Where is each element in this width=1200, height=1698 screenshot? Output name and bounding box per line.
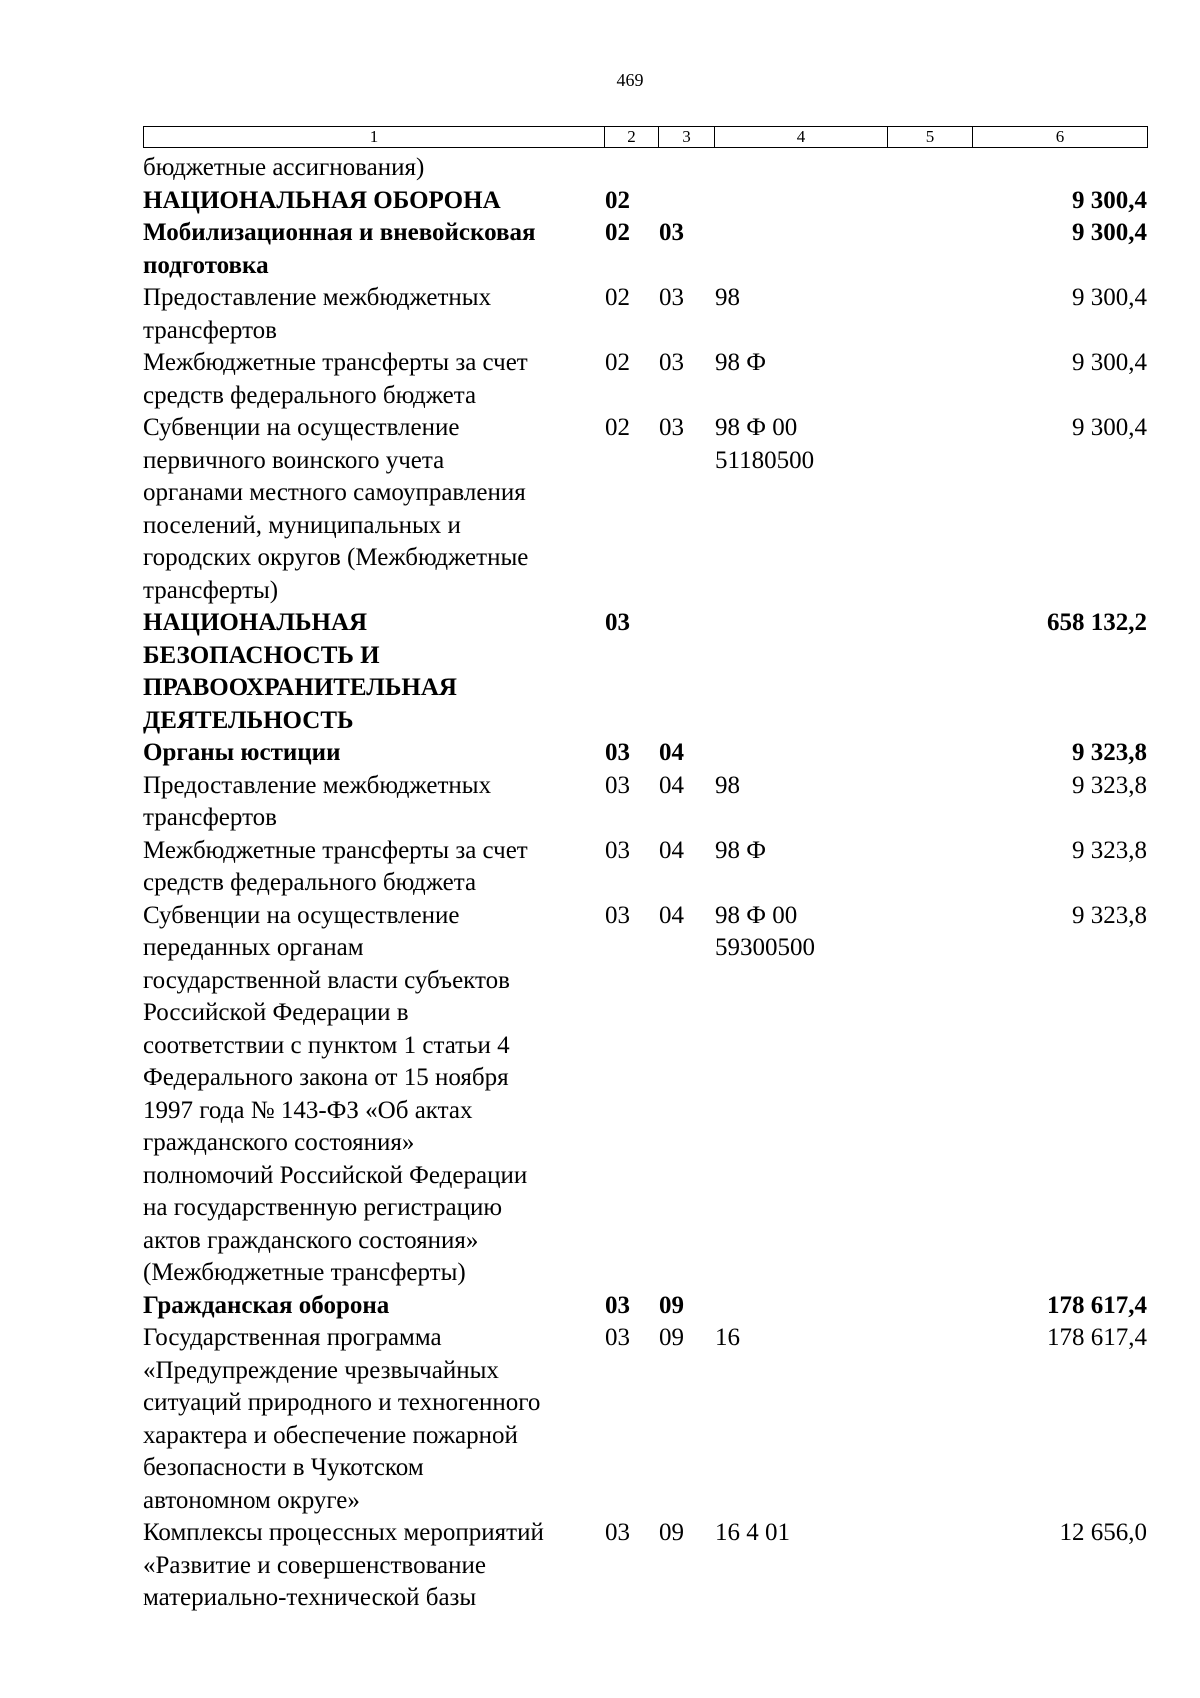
subsection-code [659, 607, 715, 737]
amount: 9 300,4 [1072, 219, 1147, 246]
section-code: 03 [605, 901, 630, 929]
table-row [143, 835, 1147, 900]
budget-table-body [143, 152, 1147, 1615]
subsection-code: 09 [659, 1519, 684, 1546]
section-code: 03 [605, 771, 630, 799]
table-row [143, 1290, 1147, 1323]
table-row [143, 1517, 1147, 1615]
section-code: 03 [605, 609, 630, 636]
item-name: Предоставление межбюджетных трансфертов [143, 284, 492, 344]
target-article-code [715, 217, 888, 282]
page-number: 469 [616, 70, 644, 90]
section-code: 03 [605, 1519, 630, 1546]
target-article-code: 16 [715, 1324, 740, 1351]
header-col-2: 2 [605, 127, 659, 148]
amount: 9 300,4 [1072, 349, 1147, 376]
amount: 658 132,2 [1047, 609, 1147, 636]
target-article-code: 16 4 01 [715, 1519, 790, 1546]
budget-table [143, 152, 1147, 1615]
header-col-4: 4 [715, 127, 888, 148]
amount: 9 323,8 [1072, 739, 1147, 766]
expense-type-code [888, 1322, 973, 1517]
item-name: Комплексы процессных мероприятий «Развитие и совершенствование материально-технической базы [143, 1519, 544, 1611]
table-row [143, 185, 1147, 218]
section-code [605, 152, 659, 185]
section-code: 03 [605, 1324, 630, 1351]
subsection-code: 09 [659, 1324, 684, 1351]
section-code: 03 [605, 836, 630, 864]
expense-type-code [888, 282, 973, 347]
amount: 178 617,4 [1047, 1324, 1147, 1351]
expense-type-code [888, 900, 973, 1290]
header-col-3: 3 [659, 127, 715, 148]
item-name: Органы юстиции [143, 739, 341, 766]
target-article-code: 98 Ф 00 59300500 [715, 901, 815, 961]
header-col-6: 6 [973, 127, 1148, 148]
item-name: НАЦИОНАЛЬНАЯ ОБОРОНА [143, 186, 501, 214]
table-row [143, 900, 1147, 1290]
target-article-code [715, 1290, 888, 1323]
subsection-code: 03 [659, 219, 684, 246]
subsection-code [659, 152, 715, 185]
subsection-code: 04 [659, 836, 684, 864]
amount: 9 300,4 [1072, 284, 1147, 311]
item-name: бюджетные ассигнования) [143, 154, 425, 181]
item-name: Субвенции на осуществление первичного воинского учета органами местного самоуправления поселений, муниципальных и городских округов (Межбюджетные трансферты) [143, 414, 529, 604]
target-article-code: 98 [715, 284, 740, 311]
amount: 9 300,4 [1072, 186, 1147, 214]
table-row [143, 1322, 1147, 1517]
expense-type-code [888, 152, 973, 185]
item-name: Предоставление межбюджетных трансфертов [143, 771, 492, 831]
amount: 9 323,8 [1072, 901, 1147, 929]
amount: 178 617,4 [1047, 1291, 1147, 1319]
subsection-code: 04 [659, 771, 684, 799]
item-name: Мобилизационная и вневойсковая подготовка [143, 219, 536, 279]
section-code: 02 [605, 219, 630, 246]
target-article-code: 98 [715, 771, 740, 799]
table-row [143, 152, 1147, 185]
subsection-code: 04 [659, 739, 684, 766]
table-row [143, 607, 1147, 737]
expense-type-code [888, 607, 973, 737]
expense-type-code [888, 1517, 973, 1615]
section-code: 03 [605, 1291, 630, 1319]
subsection-code: 03 [659, 349, 684, 376]
subsection-code: 04 [659, 901, 684, 929]
column-number-header [143, 126, 1148, 148]
amount: 12 656,0 [1059, 1519, 1147, 1546]
target-article-code: 98 Ф [715, 349, 767, 376]
subsection-code: 03 [659, 284, 684, 311]
item-name: Государственная программа «Предупреждение чрезвычайных ситуаций природного и техногенного характера и обеспечение пожарной безопасности в Чукотском автономном округе» [143, 1324, 541, 1514]
expense-type-code [888, 347, 973, 412]
section-code: 03 [605, 739, 630, 766]
table-row [143, 217, 1147, 282]
target-article-code [715, 607, 888, 737]
target-article-code: 98 Ф 00 51180500 [715, 414, 815, 474]
table-row [143, 412, 1147, 607]
expense-type-code [888, 1290, 973, 1323]
amount [973, 152, 1147, 185]
table-row [143, 347, 1147, 412]
section-code: 02 [605, 284, 630, 311]
header-col-1: 1 [144, 127, 605, 148]
amount: 9 323,8 [1072, 836, 1147, 864]
section-code: 02 [605, 414, 630, 441]
expense-type-code [888, 737, 973, 770]
amount: 9 323,8 [1072, 771, 1147, 799]
expense-type-code [888, 770, 973, 835]
amount: 9 300,4 [1072, 414, 1147, 441]
expense-type-code [888, 835, 973, 900]
section-code: 02 [605, 349, 630, 376]
table-row [143, 282, 1147, 347]
item-name: Гражданская оборона [143, 1291, 390, 1319]
subsection-code [659, 185, 715, 218]
header-col-5: 5 [888, 127, 973, 148]
expense-type-code [888, 412, 973, 607]
item-name: НАЦИОНАЛЬНАЯ БЕЗОПАСНОСТЬ И ПРАВООХРАНИТЕЛЬНАЯ ДЕЯТЕЛЬНОСТЬ [143, 609, 457, 734]
item-name: Субвенции на осуществление переданных органам государственной власти субъектов Российской Федерации в соответствии с пунктом 1 статьи 4 Федерального закона от 15 ноября 1997 года № 143-ФЗ «Об актах гражданского состояния» полномочий Российской Федерации на государственную регистрацию актов гражданского состояния» (Межбюджетные трансферты) [143, 901, 528, 1286]
subsection-code: 03 [659, 414, 684, 441]
section-code: 02 [605, 186, 630, 214]
subsection-code: 09 [659, 1291, 684, 1319]
target-article-code [715, 152, 888, 185]
table-row [143, 770, 1147, 835]
item-name: Межбюджетные трансферты за счет средств федерального бюджета [143, 349, 528, 409]
expense-type-code [888, 217, 973, 282]
item-name: Межбюджетные трансферты за счет средств федерального бюджета [143, 836, 528, 896]
target-article-code [715, 185, 888, 218]
target-article-code: 98 Ф [715, 836, 767, 864]
expense-type-code [888, 185, 973, 218]
table-row [143, 737, 1147, 770]
target-article-code [715, 737, 888, 770]
